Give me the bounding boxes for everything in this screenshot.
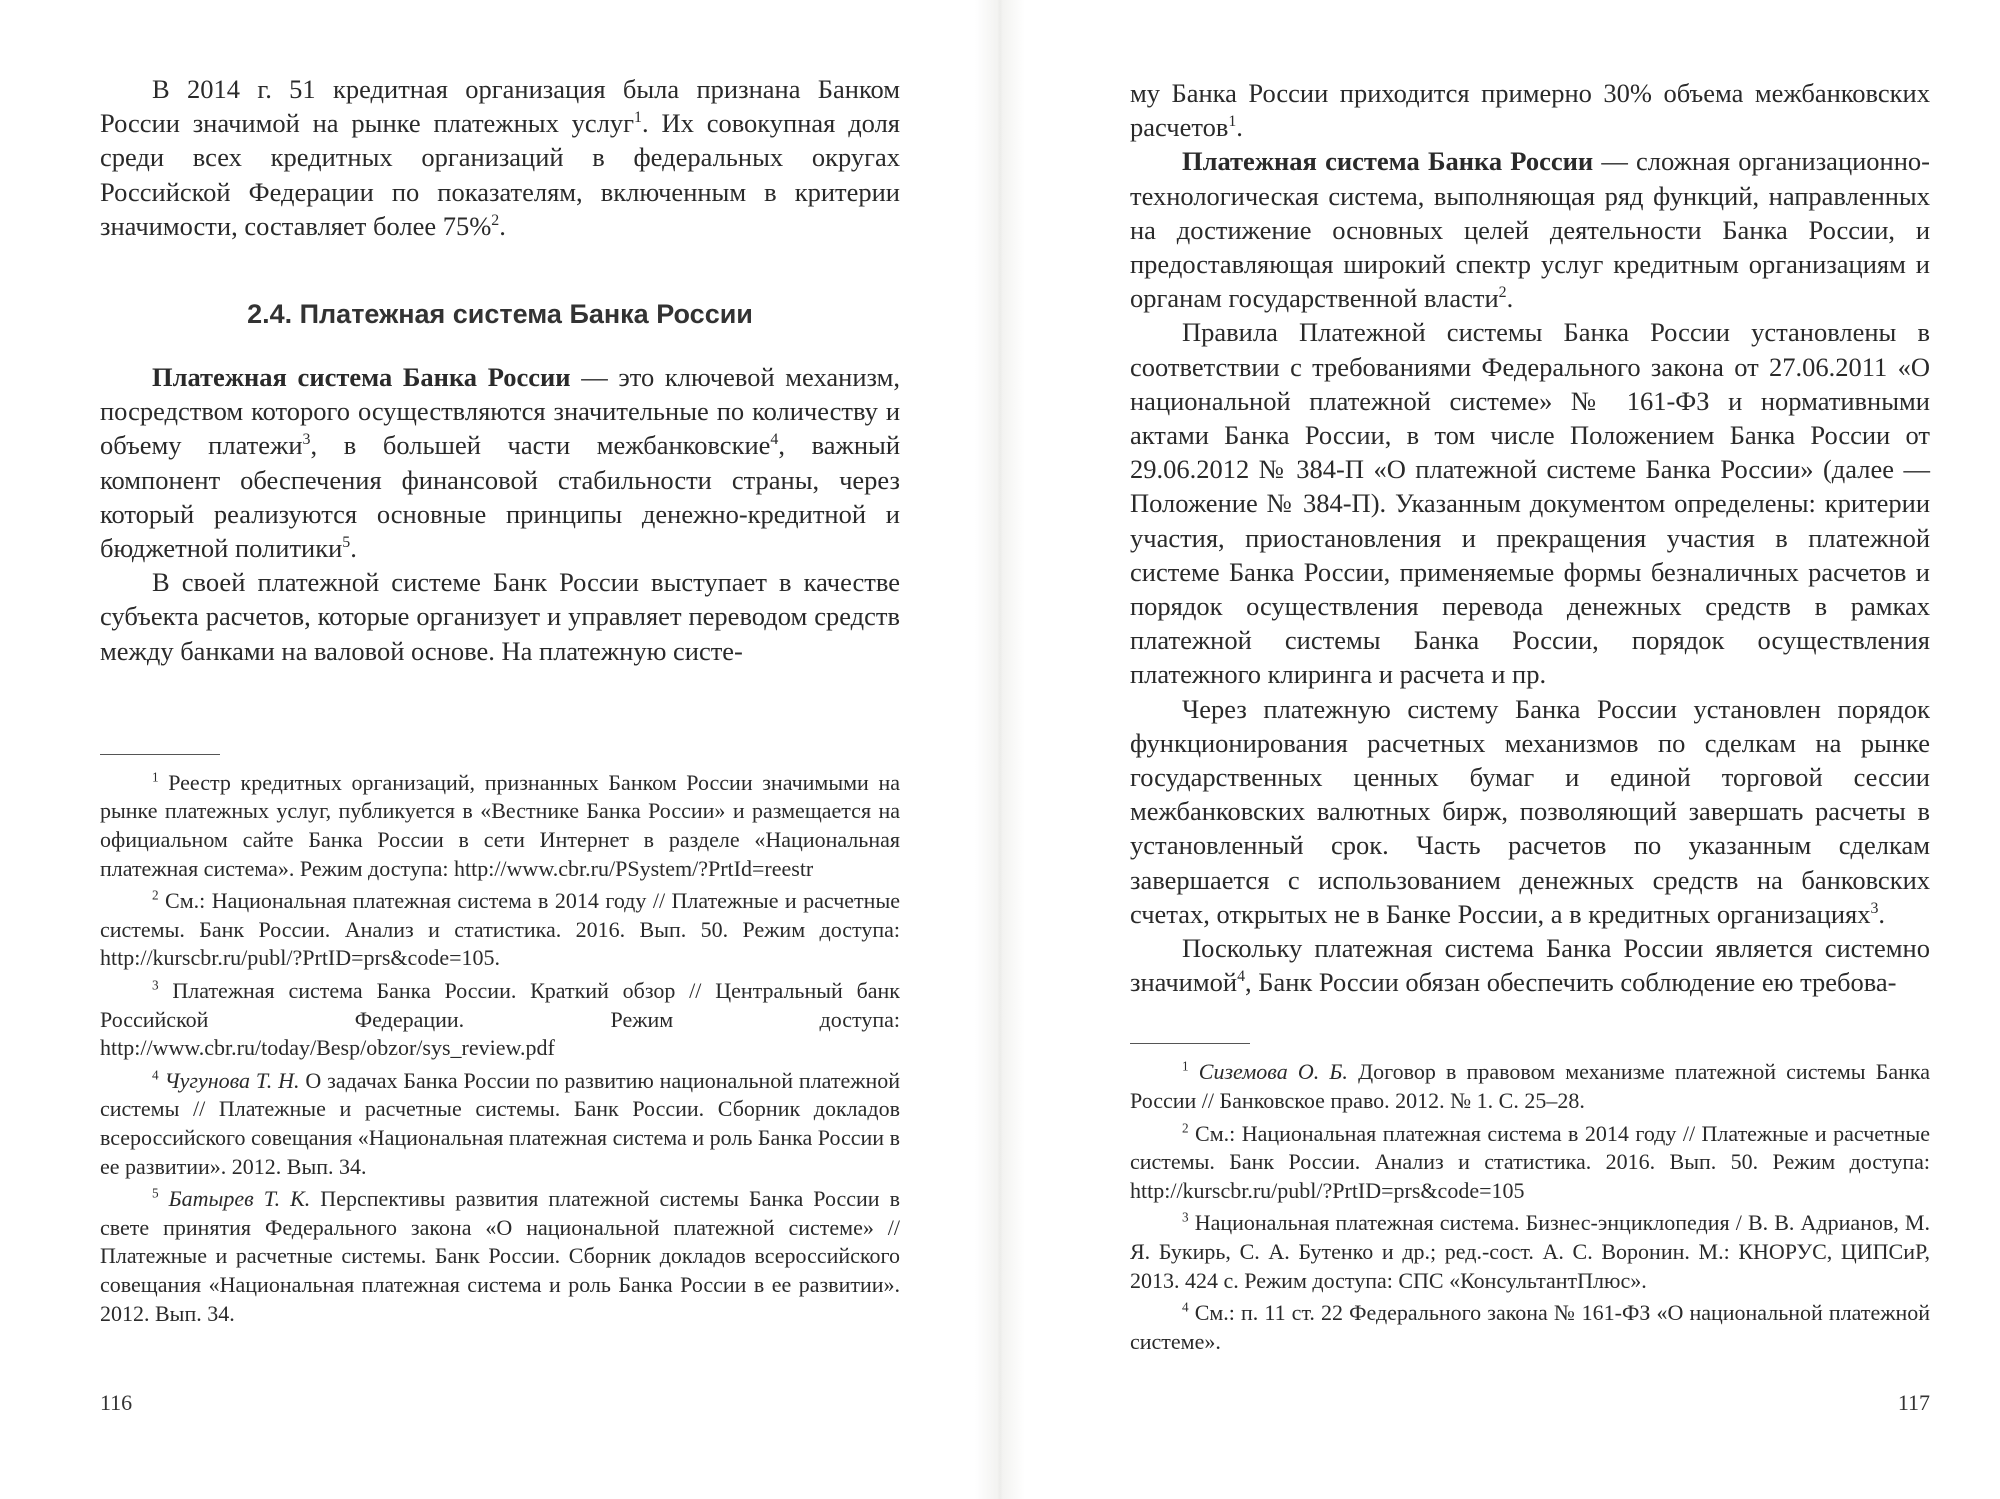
footnote-author: Батырев Т. К. bbox=[168, 1186, 311, 1212]
footnote-ref: 4 bbox=[1237, 968, 1246, 986]
footnote-text: См.: Национальная платежная система в 2014 году // Платежные и расчетные системы. Банк России. Анализ и статистика. 2016. Вып. 50. Режим доступа: http://kurscbr.ru/publ/?PrtID=prs&code=105 bbox=[1130, 1120, 1930, 1203]
paragraph bbox=[1130, 76, 1930, 144]
footnote-number: 2 bbox=[1182, 1120, 1189, 1136]
footnote-number: 3 bbox=[1182, 1210, 1189, 1226]
footnote-number: 4 bbox=[152, 1067, 159, 1083]
section-heading: 2.4. Платежная система Банка России bbox=[247, 299, 753, 330]
footnote-rule bbox=[100, 754, 220, 755]
paragraph bbox=[100, 360, 900, 565]
footnote-ref: 2 bbox=[491, 211, 500, 229]
footnote bbox=[100, 977, 900, 1063]
book-gutter bbox=[975, 0, 1025, 1499]
text-run: . bbox=[350, 533, 357, 564]
text-run: му Банка России приходится примерно 30% объема межбанковских расчетов bbox=[1130, 78, 1930, 143]
footnote-author: Чугунова Т. Н. bbox=[164, 1067, 300, 1093]
page-number: 116 bbox=[100, 1390, 133, 1415]
footnote-ref: 3 bbox=[1870, 900, 1879, 918]
text-run: . Их совокупная доля среди всех кредитных организаций в федеральных округах Российской Федерации по показателям, включенным в критерии значимости, составляет более 75% bbox=[100, 108, 900, 241]
term: Платежная система Банка России bbox=[152, 362, 571, 393]
paragraph: В своей платежной системе Банк России выступает в качестве субъекта расчетов, которые организует и управляет переводом средств между банками на валовой основе. На платежную систе- bbox=[100, 567, 900, 666]
footnote bbox=[1130, 1120, 1930, 1206]
footnote-number: 3 bbox=[152, 977, 159, 993]
paragraph bbox=[1130, 144, 1930, 315]
footnote bbox=[100, 887, 900, 973]
footnote-ref: 2 bbox=[1498, 284, 1507, 302]
term: Платежная система Банка России bbox=[1182, 146, 1594, 177]
text-run: — это ключевой механизм, посредством которого осуществляются значительные по количеству и объему платежи bbox=[100, 362, 900, 461]
footnote-text: Перспективы развития платежной системы Банка России в свете принятия Федерального закона «О национальной платежной системе» // Платежные и расчетные системы. Банк России. Сборник докладов всероссийского совещания «Национальная платежная система и роль Банка России в ее развитии». 2012. Вып. 34. bbox=[100, 1186, 901, 1326]
footnote-text: Договор в правовом механизме платежной системы Банка России // Банковское право. 2012. № 1. С. 25–28. bbox=[1130, 1059, 1931, 1114]
footnote bbox=[1130, 1299, 1930, 1356]
footnote-text: Реестр кредитных организаций, признанных Банком России значимыми на рынке платежных услуг, публикуется в «Вестнике Банка России» и размещается на официальном сайте Банка России в сети Интернет в разделе «Национальная платежная система». Режим доступа: http://www.cbr.ru/PSystem/?PrtId=reestr bbox=[100, 769, 900, 881]
footnote-author: Сиземова О. Б. bbox=[1198, 1059, 1348, 1085]
footnote-ref: 4 bbox=[770, 431, 779, 449]
footnote-number: 1 bbox=[152, 769, 159, 785]
footnote-ref: 5 bbox=[342, 534, 351, 552]
footnote-number: 4 bbox=[1182, 1299, 1189, 1315]
footnote-number: 5 bbox=[152, 1185, 159, 1201]
text-run: , Банк России обязан обеспечить соблюдение ею требова- bbox=[1245, 967, 1897, 998]
page-number: 117 bbox=[1897, 1390, 1930, 1415]
footnote bbox=[1130, 1058, 1930, 1115]
text-run: . bbox=[1506, 283, 1514, 314]
footnote-ref: 1 bbox=[634, 109, 642, 127]
footnote-text: Национальная платежная система. Бизнес-энциклопедия / В. В. Адрианов, М. Я. Букирь, С. А. Бутенко и др.; ред.-сост. А. С. Воронин. М.: КНОРУС, ЦИПСиР, 2013. 424 с. Режим доступа: СПС «КонсультантПлюс». bbox=[1130, 1210, 1930, 1293]
text-run: Поскольку платежная система Банка России является системно значимой bbox=[1130, 933, 1930, 998]
footnote-text: О задачах Банка России по развитию национальной платежной системы // Платежные и расчетные системы. Банк России. Сборник докладов всероссийского совещания «Национальная платежная система и роль Банка России в ее развитии». 2012. Вып. 34. bbox=[100, 1067, 900, 1179]
text-run: — сложная организационно-технологическая система, выполняющая ряд функций, направленных на достижение основных целей деятельности Банка России, и предоставляющая широкий спектр услуг кредитным организациям и органам государственной власти bbox=[1130, 146, 1930, 314]
footnote-ref: 3 bbox=[302, 431, 311, 449]
footnote bbox=[1130, 1209, 1930, 1295]
text-run: В 2014 г. 51 кредитная организация была признана Банком России значимой на рынке платежных услуг bbox=[100, 74, 900, 139]
paragraph bbox=[1130, 692, 1930, 931]
footnote bbox=[100, 1067, 900, 1181]
text-run: . bbox=[499, 210, 506, 241]
text-run: Через платежную систему Банка России установлен порядок функционирования расчетных механизмов по сделкам на рынке государственных ценных бумаг и единой торговой сессии межбанковских валютных бирж, позволяющий завершать расчеты в установленный срок. Часть расчетов по указанным сделкам завершается с использованием денежных средств на банковских счетах, открытых не в Банке России, а в кредитных организациях bbox=[1130, 693, 1930, 929]
footnote-text: См.: Национальная платежная система в 2014 году // Платежные и расчетные системы. Банк России. Анализ и статистика. 2016. Вып. 50. Режим доступа: http://kurscbr.ru/publ/?PrtID=prs&code=105. bbox=[100, 888, 900, 971]
paragraph bbox=[100, 72, 900, 243]
paragraph bbox=[1130, 931, 1930, 999]
footnote-ref: 1 bbox=[1228, 113, 1237, 131]
footnote-number: 2 bbox=[152, 887, 159, 903]
footnote bbox=[100, 1185, 900, 1328]
footnote-text: См.: п. 11 ст. 22 Федерального закона № 161-ФЗ «О национальной платежной системе». bbox=[1130, 1300, 1930, 1354]
right-page bbox=[1130, 0, 1930, 1499]
footnote bbox=[100, 769, 900, 883]
text-run: . bbox=[1236, 112, 1243, 143]
footnote-text: Платежная система Банка России. Краткий обзор // Центральный банк Российской Федерации. Режим доступа: http://www.cbr.ru/today/Besp/obzor/sys_review.pdf bbox=[100, 978, 900, 1061]
text-run: , в большей части межбанковские bbox=[310, 430, 771, 461]
paragraph: Правила Платежной системы Банка России установлены в соответствии с требованиями Федерального закона от 27.06.2011 «О национальной платежной системе» № 161-ФЗ и нормативными актами Банка России, в том числе Положением Банка России от 29.06.2012 № 384-П «О платежной системе Банка России» (далее — Положение № 384-П). Указанным документом определены: критерии участия, приостановления и прекращения участия в платежной системе Банка России, применяемые формы безналичных расчетов и порядок осуществления перевода денежных средств в рамках платежной системы Банка России, порядок осуществления платежного клиринга и расчета и пр. bbox=[1130, 317, 1930, 690]
text-run: , важный компонент обеспечения финансовой стабильности страны, через который реализуются основные принципы денежно-кредитной и бюджетной политики bbox=[100, 430, 900, 564]
text-run: . bbox=[1878, 898, 1886, 929]
left-page bbox=[100, 0, 900, 1499]
footnote-number: 1 bbox=[1182, 1059, 1189, 1075]
footnote-rule bbox=[1130, 1043, 1250, 1044]
